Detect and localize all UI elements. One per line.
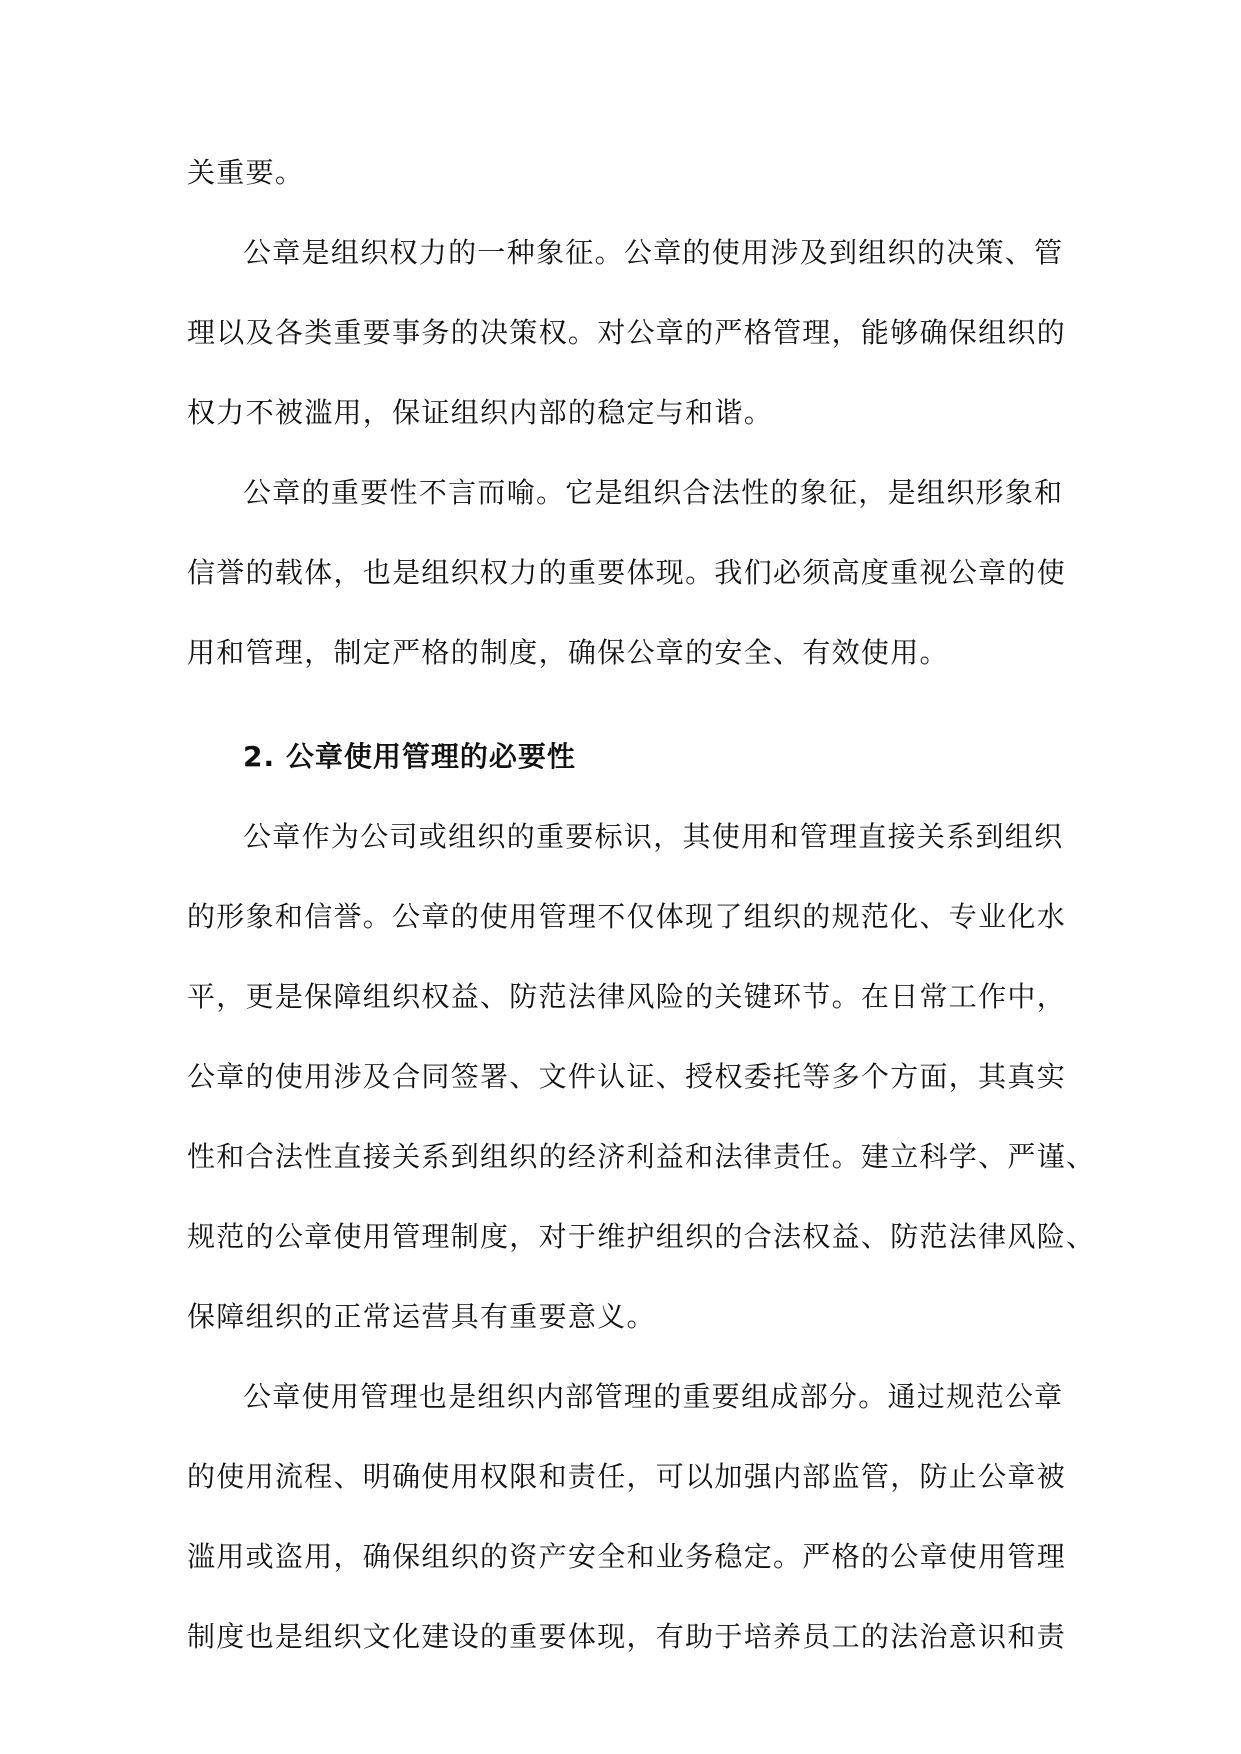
text-line: 公章的重要性不言而喻。它是组织合法性的象征，是组织形象和: [243, 476, 1064, 509]
paragraph-seal-importance: [187, 453, 1067, 693]
text-line: 的形象和信誉。公章的使用管理不仅体现了组织的规范化、专业化水: [187, 900, 1067, 933]
text-line: 公章是组织权力的一种象征。公章的使用涉及到组织的决策、管: [243, 236, 1064, 269]
text-line: 规范的公章使用管理制度，对于维护组织的合法权益、防范法律风险、: [187, 1220, 1096, 1253]
text-line: 公章作为公司或组织的重要标识，其使用和管理直接关系到组织: [243, 820, 1064, 853]
paragraph-internal-management: [187, 1357, 1067, 1677]
text-line: 滥用或盗用，确保组织的资产安全和业务稳定。严格的公章使用管理: [187, 1540, 1067, 1573]
text-line: 制度也是组织文化建设的重要体现，有助于培养员工的法治意识和责: [187, 1620, 1067, 1653]
text-line: 用和管理，制定严格的制度，确保公章的安全、有效使用。: [187, 636, 949, 669]
paragraph-seal-symbol-of-power: [187, 213, 1067, 453]
text-line: 公章使用管理也是组织内部管理的重要组成部分。通过规范公章: [243, 1380, 1064, 1413]
text-line: 公章的使用涉及合同签署、文件认证、授权委托等多个方面，其真实: [187, 1060, 1067, 1093]
text-line: 理以及各类重要事务的决策权。对公章的严格管理，能够确保组织的: [187, 316, 1067, 349]
text-line: 性和合法性直接关系到组织的经济利益和法律责任。建立科学、严谨、: [187, 1140, 1096, 1173]
text-line: 平，更是保障组织权益、防范法律风险的关键环节。在日常工作中，: [187, 980, 1067, 1013]
paragraph-seal-management-necessity: [187, 797, 1096, 1357]
text-line: 保障组织的正常运营具有重要意义。: [187, 1300, 656, 1333]
section-heading: 2. 公章使用管理的必要性: [243, 740, 576, 773]
text-line: 的使用流程、明确使用权限和责任，可以加强内部监管，防止公章被: [187, 1460, 1067, 1493]
document-body: [187, 133, 1096, 1677]
text-line: 关重要。: [187, 156, 305, 189]
text-line: 权力不被滥用，保证组织内部的稳定与和谐。: [187, 396, 774, 429]
text-line: 信誉的载体，也是组织权力的重要体现。我们必须高度重视公章的使: [187, 556, 1067, 589]
